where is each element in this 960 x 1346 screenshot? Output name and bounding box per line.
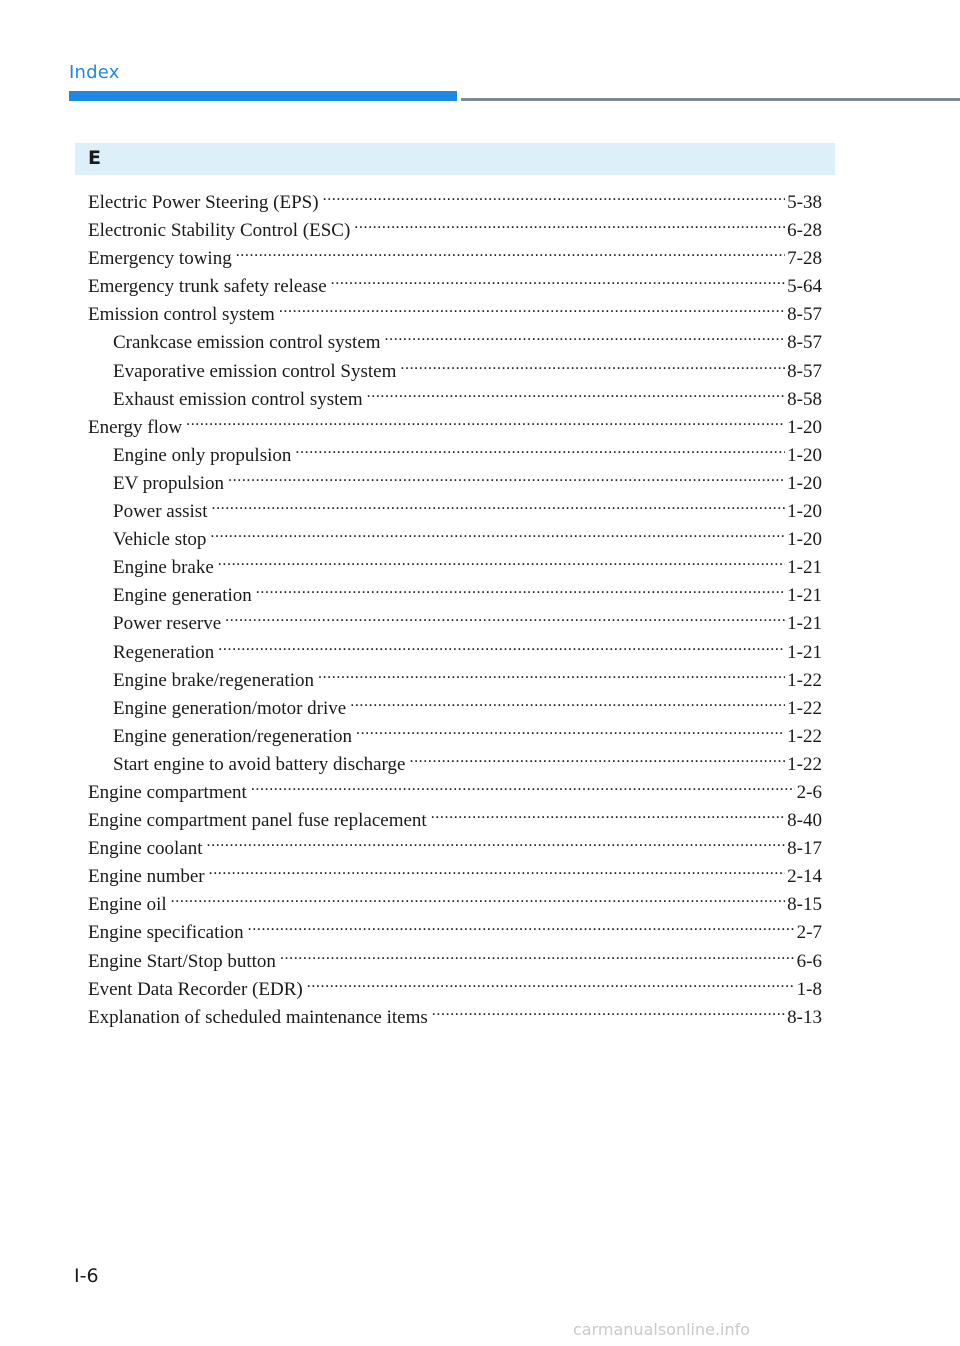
index-entry[interactable]	[88, 975, 822, 1003]
entry-label: Engine compartment panel fuse replacement	[88, 810, 427, 832]
entry-page: 8-57	[787, 360, 822, 382]
entry-label: Engine oil	[88, 894, 167, 916]
dot-leader	[248, 918, 795, 938]
entry-page: 1-21	[787, 585, 822, 607]
index-subentry[interactable]	[88, 553, 822, 581]
entry-page: 1-21	[787, 641, 822, 663]
index-entry[interactable]	[88, 834, 822, 862]
entry-page: 6-28	[787, 220, 822, 242]
dot-leader	[251, 778, 795, 798]
dot-leader	[218, 638, 785, 658]
entry-page: 8-17	[787, 838, 822, 860]
index-entry[interactable]	[88, 862, 822, 890]
dot-leader	[279, 300, 785, 320]
entry-label: Engine compartment	[88, 781, 247, 803]
index-entry[interactable]	[88, 1003, 822, 1031]
entry-label: Evaporative emission control System	[113, 360, 397, 382]
entry-label: Engine number	[88, 866, 205, 888]
index-subentry[interactable]	[88, 750, 822, 778]
index-entry[interactable]	[88, 806, 822, 834]
index-subentry[interactable]	[88, 694, 822, 722]
entry-label: Electronic Stability Control (ESC)	[88, 220, 351, 242]
footer-watermark: carmanualsonline.info	[573, 1320, 751, 1339]
entry-page: 8-57	[787, 332, 822, 354]
dot-leader	[409, 750, 785, 770]
index-entry[interactable]	[88, 188, 822, 216]
dot-leader	[356, 722, 785, 742]
entry-label: Engine brake	[113, 557, 214, 579]
index-entry[interactable]	[88, 413, 822, 441]
entry-page: 2-7	[796, 922, 822, 944]
dot-leader	[225, 609, 785, 629]
index-subentry[interactable]	[88, 609, 822, 637]
index-entry[interactable]	[88, 918, 822, 946]
dot-leader	[323, 188, 786, 208]
dot-leader	[256, 581, 785, 601]
index-list	[88, 188, 822, 1031]
dot-leader	[236, 244, 785, 264]
entry-page: 6-6	[796, 950, 822, 972]
entry-page: 2-6	[796, 781, 822, 803]
entry-label: Exhaust emission control system	[113, 388, 363, 410]
dot-leader	[318, 666, 785, 686]
dot-leader	[385, 328, 786, 348]
entry-page: 5-64	[787, 276, 822, 298]
dot-leader	[350, 694, 785, 714]
index-subentry[interactable]	[88, 666, 822, 694]
index-subentry[interactable]	[88, 638, 822, 666]
page-number: I-6	[74, 1265, 99, 1287]
dot-leader	[210, 525, 785, 545]
entry-page: 1-20	[787, 416, 822, 438]
index-subentry[interactable]	[88, 722, 822, 750]
index-entry[interactable]	[88, 890, 822, 918]
entry-label: Electric Power Steering (EPS)	[88, 192, 319, 213]
entry-label: Power reserve	[113, 613, 222, 635]
entry-label: Start engine to avoid battery discharge	[113, 753, 406, 775]
entry-page: 1-21	[787, 557, 822, 579]
dot-leader	[207, 834, 786, 854]
entry-page: 1-21	[787, 613, 822, 635]
dot-leader	[331, 272, 786, 292]
index-subentry[interactable]	[88, 385, 822, 413]
entry-page: 1-20	[787, 444, 822, 466]
entry-page: 2-14	[787, 866, 822, 888]
entry-label: Crankcase emission control system	[113, 332, 381, 354]
entry-page: 1-8	[796, 978, 822, 1000]
index-subentry[interactable]	[88, 497, 822, 525]
dot-leader	[432, 1003, 785, 1023]
entry-label: Explanation of scheduled maintenance items	[88, 1006, 428, 1028]
entry-page: 7-28	[787, 248, 822, 270]
header-rule	[461, 98, 960, 101]
dot-leader	[295, 441, 785, 461]
index-subentry[interactable]	[88, 328, 822, 356]
entry-label: Engine Start/Stop button	[88, 950, 276, 972]
entry-page: 1-22	[787, 669, 822, 691]
dot-leader	[171, 890, 786, 910]
entry-page: 1-22	[787, 725, 822, 747]
entry-page: 1-20	[787, 529, 822, 551]
dot-leader	[400, 357, 785, 377]
entry-label: Emergency towing	[88, 248, 232, 270]
dot-leader	[431, 806, 785, 826]
dot-leader	[307, 975, 795, 995]
entry-label: Power assist	[113, 501, 208, 523]
entry-label: Engine generation/regeneration	[113, 725, 352, 747]
entry-page: 8-58	[787, 388, 822, 410]
index-subentry[interactable]	[88, 525, 822, 553]
index-entry[interactable]	[88, 216, 822, 244]
entry-label: Emission control system	[88, 304, 275, 326]
dot-leader	[280, 947, 795, 967]
entry-page: 1-22	[787, 753, 822, 775]
entry-label: Engine generation/motor drive	[113, 697, 347, 719]
dot-leader	[209, 862, 786, 882]
dot-leader	[186, 413, 785, 433]
index-entry[interactable]	[88, 272, 822, 300]
entry-label: EV propulsion	[113, 472, 225, 494]
entry-page: 1-22	[787, 697, 822, 719]
header-title: Index	[69, 62, 120, 83]
dot-leader	[218, 553, 785, 573]
entry-label: Engine only propulsion	[113, 444, 292, 466]
entry-label: Regeneration	[113, 641, 215, 663]
entry-label: Event Data Recorder (EDR)	[88, 978, 303, 1000]
entry-page: 8-40	[787, 810, 822, 832]
entry-label: Energy flow	[88, 416, 183, 438]
entry-label: Engine specification	[88, 922, 244, 944]
index-subentry[interactable]	[88, 357, 822, 385]
entry-page: 8-57	[787, 304, 822, 326]
index-entry[interactable]	[88, 947, 822, 975]
entry-page: 1-20	[787, 472, 822, 494]
entry-label: Engine brake/regeneration	[113, 669, 314, 691]
entry-label: Vehicle stop	[113, 529, 207, 551]
dot-leader	[367, 385, 786, 405]
dot-leader	[228, 469, 785, 489]
entry-page: 8-13	[787, 1006, 822, 1028]
index-entry[interactable]	[88, 300, 822, 328]
entry-page: 8-15	[787, 894, 822, 916]
index-entry[interactable]	[88, 244, 822, 272]
dot-leader	[354, 216, 785, 236]
entry-label: Emergency trunk safety release	[88, 276, 327, 298]
index-subentry[interactable]	[88, 441, 822, 469]
entry-label: Engine generation	[113, 585, 252, 607]
index-subentry[interactable]	[88, 581, 822, 609]
index-entry[interactable]	[88, 778, 822, 806]
index-subentry[interactable]	[88, 469, 822, 497]
entry-label: Engine coolant	[88, 838, 203, 860]
section-header	[75, 143, 835, 175]
dot-leader	[211, 497, 785, 517]
entry-page: 1-20	[787, 501, 822, 523]
entry-page: 5-38	[787, 192, 822, 213]
header-rule-accent	[69, 91, 457, 101]
section-letter: E	[88, 147, 101, 169]
